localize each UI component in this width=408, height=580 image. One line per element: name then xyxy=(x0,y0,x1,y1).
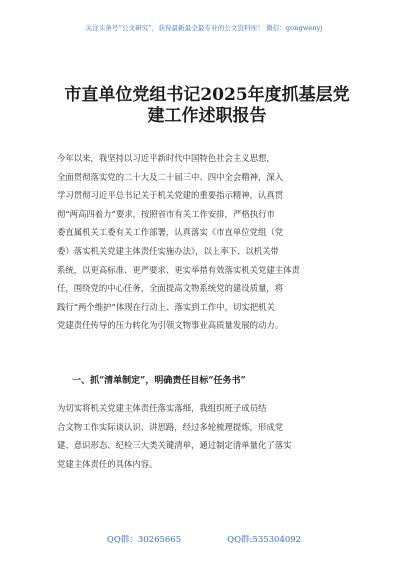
paragraph-line: 系统，以更高标准、更严要求、更实举措有效落实机关党建主体责 xyxy=(57,264,300,275)
section-heading-1: 一、抓“清单制定”，明确责任目标“任务书” xyxy=(72,376,246,386)
document-title-line-1: 市直单位党组书记2025年度抓基层党 xyxy=(64,85,350,105)
paragraph-line: 为切实将机关党建主体责任落实落细，我组织班子成员结 xyxy=(57,403,267,413)
footer-qq-group-1: QQ群：30265665 xyxy=(106,535,182,545)
paragraph-line: 全面贯彻落实党的二十大及二十届三中、四中全会精神，深入 xyxy=(57,171,284,182)
paragraph-section-1 xyxy=(57,399,353,473)
paragraph-line: 党建责任传导的压力转化为引领文物事业高质量发展的动力。 xyxy=(57,320,284,331)
paragraph-line: 委直属机关工委有关工作部署，认真落实《市直单位党组（党 xyxy=(57,227,284,238)
paragraph-line: 学习贯彻习近平总书记关于机关党建的重要指示精神，认真贯 xyxy=(57,190,284,201)
paragraph-line: 合文物工作实际谈认识、讲思路，经过多轮梳理提炼，形成党 xyxy=(57,421,284,432)
paragraph-line: 委）落实机关党建主体责任实施办法》，以上率下、以机关带 xyxy=(57,245,279,256)
paragraph-line: 彻“两高四着力”要求，按照省市有关工作安排，严格执行市 xyxy=(57,208,275,219)
paragraph-line: 建、意识形态、纪检三大类关键清单，通过制定清单量化了落实 xyxy=(57,440,292,451)
header-banner: 关注头条号“公文研究”，获得最新最全最专业的公文资料库！ 微信：gongwenyj xyxy=(85,24,323,32)
paragraph-line: 践行“两个维护”体现在行动上、落实到工作中，切实把机关 xyxy=(57,301,275,312)
footer-contact xyxy=(0,533,408,545)
document-title xyxy=(0,85,408,127)
paragraph-line: 任，围绕党的中心任务，全面提高文物系统党的建设质量，将 xyxy=(57,283,284,294)
footer-qq-group-2: QQ群:535304092 xyxy=(227,535,302,545)
paragraph-intro xyxy=(57,149,353,335)
paragraph-line: 今年以来，我坚持以习近平新时代中国特色社会主义思想， xyxy=(57,153,275,163)
paragraph-line: 党建主体责任的具体内容。 xyxy=(57,458,158,469)
document-title-line-2: 建工作述职报告 xyxy=(147,106,267,126)
